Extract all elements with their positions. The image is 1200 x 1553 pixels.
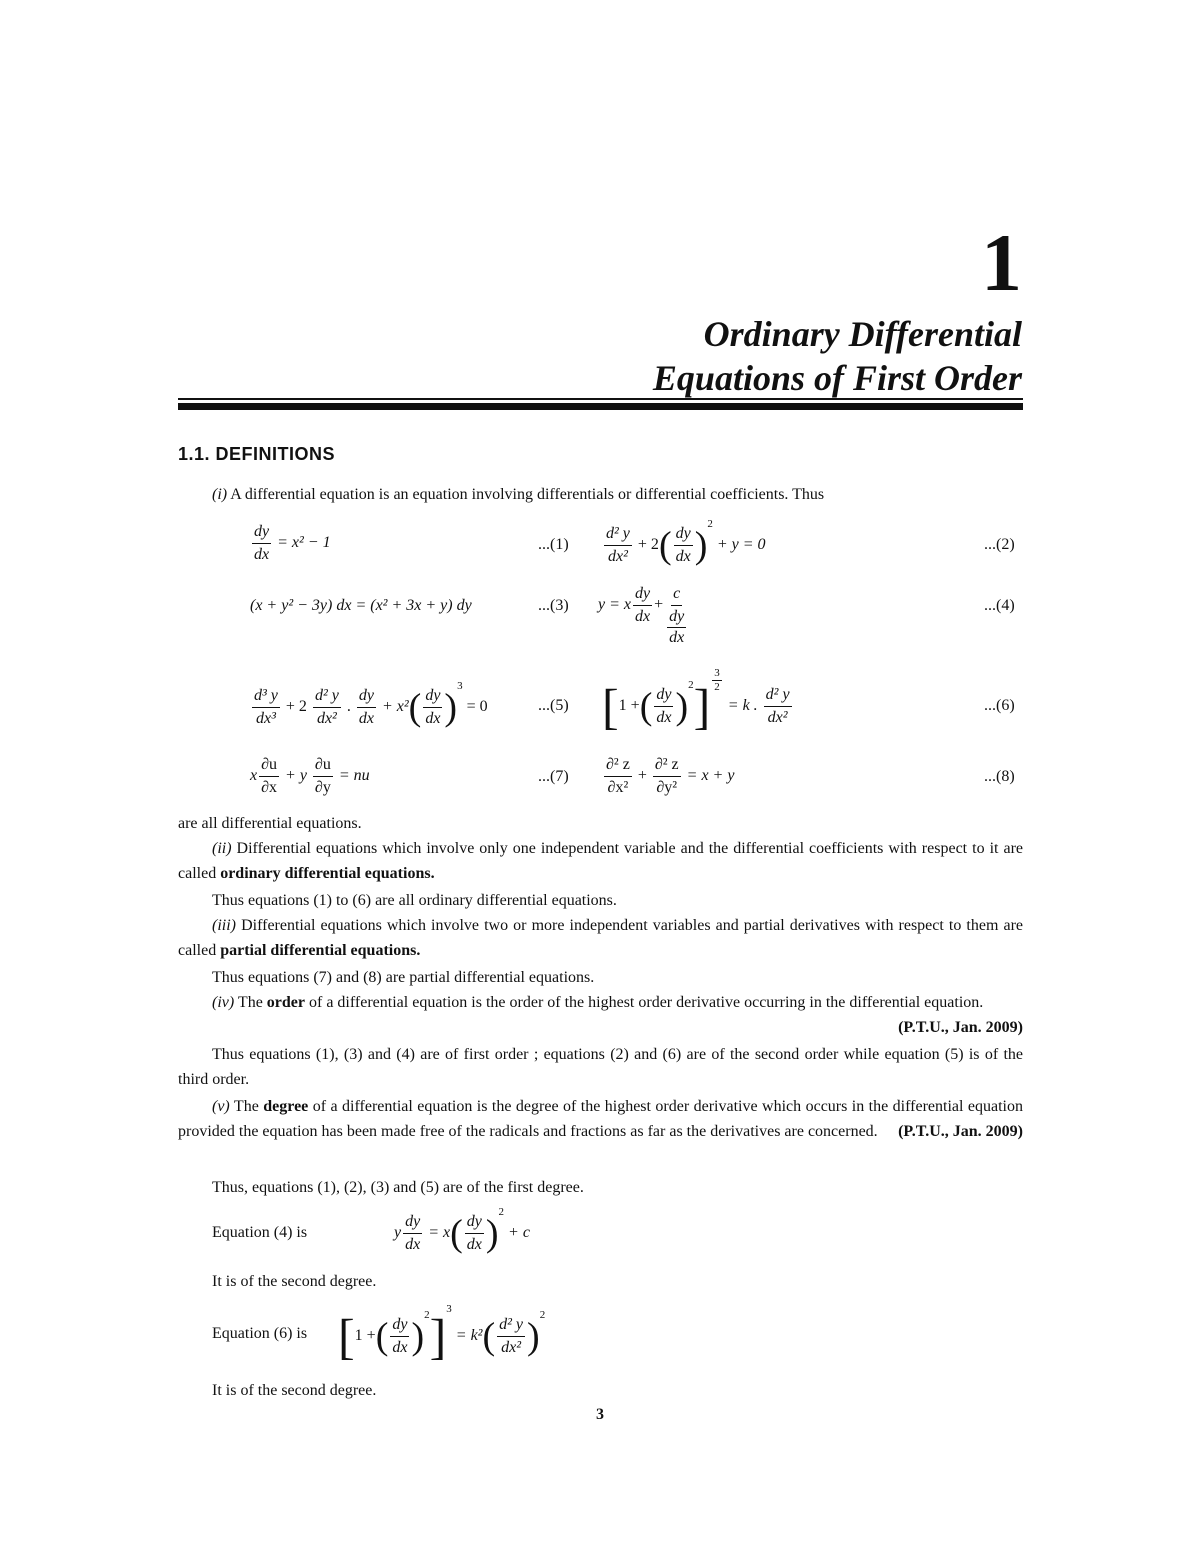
- equation-1: $\frac{dy}{dx}$ = x² − 1: [254, 523, 331, 563]
- term-order: order: [266, 994, 305, 1011]
- equation-6-intro: Equation (6) is: [212, 1325, 308, 1342]
- reference-ptu: (P.T.U., Jan. 2009): [898, 1019, 1023, 1036]
- paragraph-degree-examples: Thus, equations (1), (2), (3) and (5) are of the first degree.: [212, 1179, 584, 1196]
- item-number: (i): [212, 486, 228, 503]
- item-number: (iv): [212, 994, 235, 1011]
- equation-8-label: ...(8): [984, 768, 1015, 785]
- item-number: (ii): [212, 840, 232, 857]
- equation-7: x $\frac{\partial u}{\partial x}$ + y $\frac{\partial u}{\partial y}$ = nu: [250, 756, 370, 796]
- equation-5-label: ...(5): [538, 697, 569, 714]
- equation-6-rewritten: [1 +( $\frac{dy}{dx}$ )$^2$]$^3$ = k²( $\frac{\text{d² y}}{\text{dx²}}$ )$^2$: [338, 1303, 546, 1365]
- page-number: 3: [596, 1406, 604, 1423]
- paragraph-second-degree-1: It is of the second degree.: [212, 1273, 377, 1290]
- paragraph-ordinary-examples: Thus equations (1) to (6) are all ordinary differential equations.: [212, 892, 617, 909]
- chapter-title-line1: Ordinary Differential: [703, 314, 1022, 354]
- reference-ptu: (P.T.U., Jan. 2009): [898, 1123, 1023, 1140]
- paragraph-partial-examples: Thus equations (7) and (8) are partial differential equations.: [212, 969, 595, 986]
- chapter-title-line2: Equations of First Order: [652, 358, 1022, 398]
- equation-2: $\frac{\text{d² y}}{\text{dx²}}$ + 2( $\frac{dy}{dx}$ )$^2$ + y = 0: [606, 518, 766, 567]
- item-number: (v): [212, 1098, 230, 1115]
- chapter-number: 1: [981, 217, 1022, 308]
- paragraph-definition-iv: (iv) The order of a differential equation is the order of the highest order derivative occurring in the differential equation. (P.T.U., Jan. 2009): [178, 990, 1023, 1040]
- term-ordinary: ordinary differential equations: [220, 865, 431, 882]
- paragraph-order-examples: Thus equations (1), (3) and (4) are of first order ; equations (2) and (6) are of the second order while equation (5) is of the third order.: [178, 1046, 1023, 1088]
- title-rule-thick: [178, 403, 1023, 410]
- paragraph-definition-iii: (iii) Differential equations which involve two or more independent variables and partial derivatives with respect to them are called partial differential equations.: [178, 917, 1023, 959]
- item-number: (iii): [212, 917, 236, 934]
- equation-7-label: ...(7): [538, 768, 569, 785]
- equation-6-label: ...(6): [984, 697, 1015, 714]
- equation-1-label: ...(1): [538, 536, 569, 553]
- paragraph-second-degree-2: It is of the second degree.: [212, 1382, 377, 1399]
- equation-4-label: ...(4): [984, 597, 1015, 614]
- equation-8: $\frac{\text{∂² z}}{\text{∂x²}}$ + $\frac{\text{∂² z}}{\text{∂y²}}$ = x + y: [606, 756, 735, 796]
- equation-3: (x + y² − 3y) dx = (x² + 3x + y) dy: [250, 597, 472, 614]
- equation-6: [1 +( $\frac{dy}{dx}$ )$^2$] $\frac{3}{2}$ = k . $\frac{\text{d² y}}{\text{dx²}}$: [602, 667, 790, 735]
- equation-4-intro: Equation (4) is: [212, 1224, 308, 1241]
- paragraph-all-differential: are all differential equations.: [178, 815, 362, 832]
- term-degree: degree: [263, 1098, 309, 1115]
- paragraph-text: A differential equation is an equation involving differentials or differential coefficients. Thus: [227, 486, 825, 503]
- equation-3-label: ...(3): [538, 597, 569, 614]
- equation-2-label: ...(2): [984, 536, 1015, 553]
- paragraph-definition-v: (v) The degree of a differential equation is the degree of the highest order derivative which occurs in the differential equation provided the equation has been made free of the radicals and fractions as far as the derivatives are concerned. (P.T.U., Jan. 2009): [178, 1094, 1023, 1144]
- term-partial: partial differential equations: [220, 942, 417, 959]
- equation-5: $\frac{\text{d³ y}}{\text{dx³}}$ + 2 $\frac{\text{d² y}}{\text{dx²}}$ . $\frac{dy}{dx}$ + x²( $\frac{dy}{dx}$ )$^3$ = 0: [254, 680, 488, 729]
- equation-4-rewritten: y $\frac{dy}{dx}$ = x( $\frac{dy}{dx}$ )$^2$ + c: [394, 1206, 530, 1255]
- section-heading: 1.1. DEFINITIONS: [178, 444, 336, 464]
- equation-4: y = x $\frac{dy}{dx}$ + c dy dx: [598, 585, 685, 646]
- title-rule-thin: [178, 398, 1023, 400]
- paragraph-definition-i: [178, 482, 1023, 507]
- paragraph-definition-ii: (ii) Differential equations which involve only one independent variable and the differential coefficients with respect to it are called ordinary differential equations.: [178, 840, 1023, 882]
